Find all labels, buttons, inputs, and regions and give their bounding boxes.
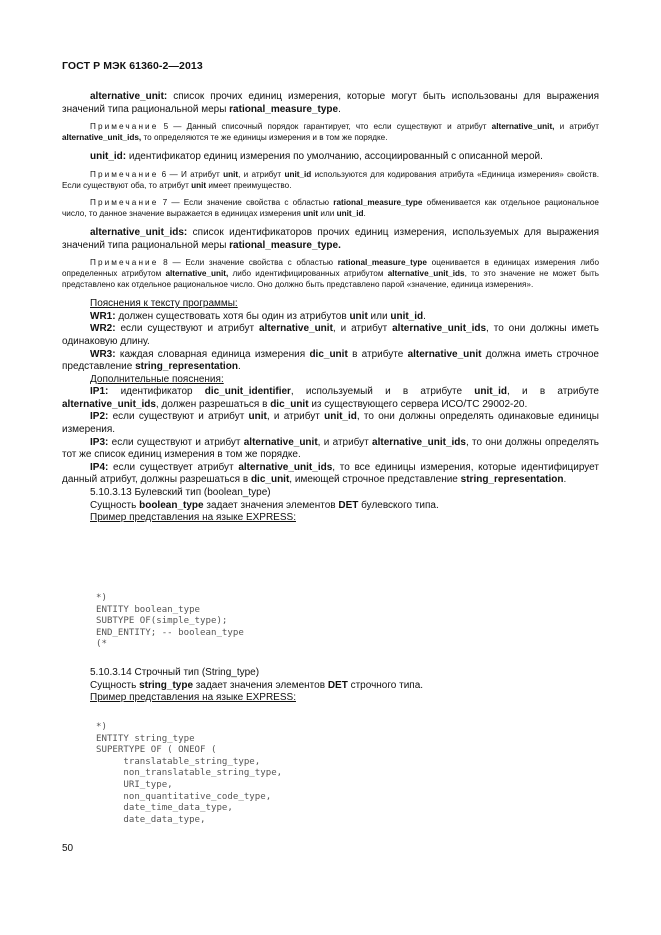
note-7: Примечание 7 — Если значение свойства с областью rational_measure_type обменивается как отдельное рациональное число, то данное значение выражается в единицах измерения unit или unit_id. [62,198,599,219]
note-5: Примечание 5 — Данный списочный порядок гарантирует, что если существуют и атрибут alternative_unit, и атрибут alternative_unit_ids, то определяются те же единицы измерения и в том же порядке. [62,122,599,143]
section-string-type [62,667,599,705]
section-heading-string-type: 5.10.3.14 Строчный тип (String_type) [90,667,260,678]
document-header: ГОСТ Р МЭК 61360-2—2013 [62,60,203,72]
rule-wr1: WR1: должен существовать хотя бы один из атрибутов unit или unit_id. [90,310,426,322]
paragraph-alternative-unit: alternative_unit: список прочих единиц измерения, которые могут быть использованы для выражения значений типа рациональной меры rational_measure_type. [62,91,599,115]
example-caption-boolean-type: Пример представления на языке EXPRESS: [90,512,296,524]
wr-heading: Пояснения к тексту программы: [90,298,238,310]
proposition-ip3: IP3: если существуют и атрибут alternative_unit, и атрибут alternative_unit_ids, то они должны определять тот же список единиц измерения в том же порядке. [62,436,599,461]
rule-wr3: WR3: каждая словарная единица измерения dic_unit в атрибуте alternative_unit должна иметь строчное представление string_representation. [62,348,599,373]
code-listing-string-type: *) ENTITY string_type SUPERTYPE OF ( ONEOF ( translatable_string_type, non_translatable_string_type, URI_type, non_quantitative_code_type, date_time_data_type, date_data_type, [96,722,283,825]
proposition-ip2: IP2: если существуют и атрибут unit, и атрибут unit_id, то они должны определять одинаковые единицы измерения. [62,411,599,436]
section-text-boolean-type: Сущность boolean_type задает значения элементов DET булевского типа. [90,499,439,511]
rule-wr2: WR2: если существуют и атрибут alternative_unit, и атрибут alternative_unit_ids, то они должны иметь одинаковую длину. [62,323,600,347]
body-text [62,91,599,525]
proposition-ip1: IP1: идентификатор dic_unit_identifier, используемый и в атрибуте unit_id, и в атрибуте alternative_unit_ids, должен разрешаться в dic_unit из существующего сервера ИСО/ТС 29002-20. [62,386,599,410]
page-number: 50 [62,843,74,854]
proposition-ip4: IP4: если существует атрибут alternative_unit_ids, то все единицы измерения, которые идентифицирует данный атрибут, должны разрешаться в dic_unit, имеющей строчное представление string_representation. [62,461,599,486]
section-heading-boolean-type: 5.10.3.13 Булевский тип (boolean_type) [90,487,271,499]
note-8: Примечание 8 — Если значение свойства с областью rational_measure_type оценивается в единицах измерения либо определенных атрибутом alternative_unit, либо идентифицированных атрибутом alternative_unit_ids, то это значение не может быть представлено как отдельное рациональное число. Оно должно быть представлено парой «значение, единица измерения». [62,258,599,290]
ip-heading: Дополнительные пояснения: [90,373,224,385]
example-caption-string-type: Пример представления на языке EXPRESS: [90,692,296,704]
paragraph-unit-id: unit_id: идентификатор единиц измерения по умолчанию, ассоциированный с описанной мерой. [90,151,543,162]
note-6: Примечание 6 — И атрибут unit, и атрибут unit_id используются для кодирования атрибута «Единица измерения» свойств. Если существуют оба, то атрибут unit имеет преимущество. [62,169,600,190]
paragraph-alternative-unit-ids: alternative_unit_ids: список идентификаторов прочих единиц измерения, используемых для выражения значений типа рациональной меры rational_measure_type. [62,227,599,251]
section-text-string-type: Сущность string_type задает значения элементов DET строчного типа. [90,679,424,691]
code-listing-boolean-type: *) ENTITY boolean_type SUBTYPE OF(simple_type); END_ENTITY; -- boolean_type (* [96,593,244,650]
